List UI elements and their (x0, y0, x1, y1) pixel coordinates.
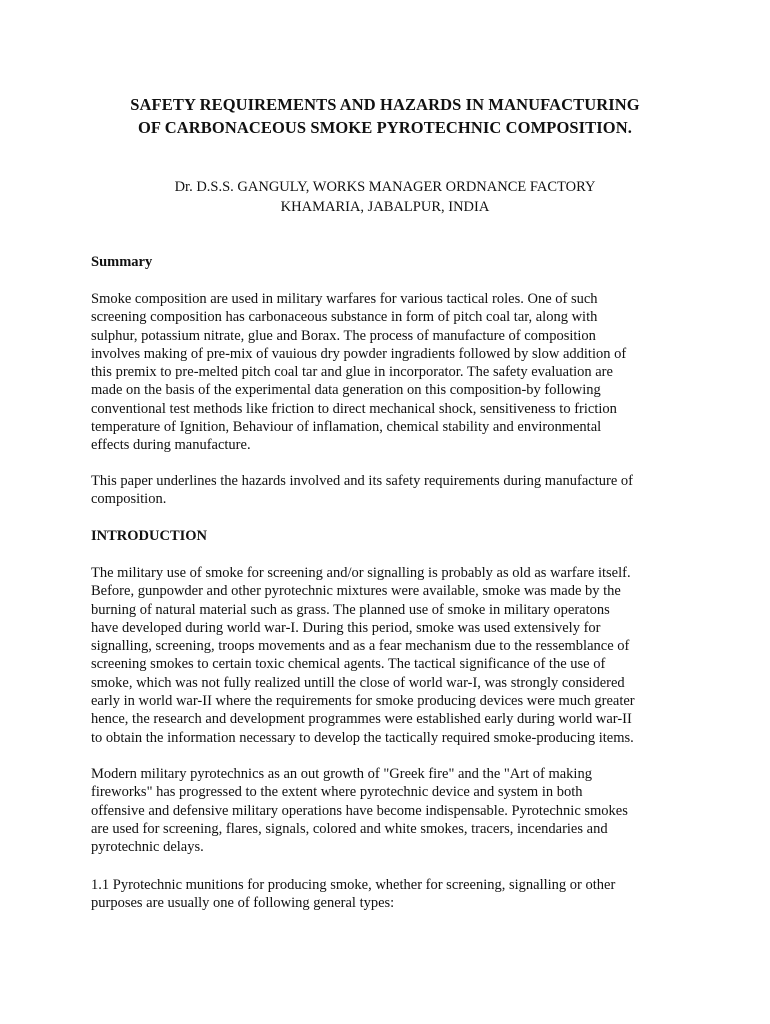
text-line: Smoke composition are used in military warfares for various tactical roles. One of such (91, 291, 598, 307)
paper-title (60, 93, 710, 139)
text-line: fireworks" has progressed to the extent where pyrotechnic device and system in both (91, 784, 583, 801)
text-line: composition. (91, 491, 167, 508)
text-line: made on the basis of the experimental data generation on this composition-by following (91, 382, 601, 399)
text-line: This paper underlines the hazards involved and its safety requirements during manufacture of (91, 473, 633, 489)
text-line: burning of natural material such as grass. The planned use of smoke in military operatons (91, 601, 610, 618)
text-line: 1.1 Pyrotechnic munitions for producing smoke, whether for screening, signalling or other (91, 877, 616, 893)
text-line: screening composition has carbonaceous substance in form of pitch coal tar, along with (91, 309, 598, 326)
text-line: early in world war-II where the requirements for smoke producing devices were much greater (91, 693, 635, 710)
text-line: Modern military pyrotechnics as an out growth of "Greek fire" and the "Art of making (91, 766, 592, 782)
text-line: conventional test methods like friction to direct mechanical shock, sensitiveness to friction (91, 400, 617, 417)
text-line: involves making of pre-mix of vauious dry powder ingradients followed by slow addition of (91, 345, 627, 362)
title-line: SAFETY REQUIREMENTS AND HAZARDS IN MANUFACTURING (130, 95, 640, 114)
text-line: signalling, screening, troops movements and as a fear mechanism due to the ressemblance of (91, 638, 630, 655)
introduction-paragraph-1 (91, 564, 691, 747)
summary-paragraph-2 (91, 472, 691, 509)
text-line: screening smokes to certain toxic chemical agents. The tactical significance of the use of (91, 656, 606, 673)
introduction-heading: INTRODUCTION (91, 528, 208, 544)
text-line: hence, the research and development programmes were established early during world war-II (91, 711, 632, 728)
text-line: The military use of smoke for screening and/or signalling is probably as old as warfare itself. (91, 565, 631, 581)
summary-paragraph-1 (91, 290, 691, 455)
text-line: offensive and defensive military operations have become indispensable. Pyrotechnic smokes (91, 802, 628, 819)
text-line: have developed during world war-I. During this period, smoke was used extensively for (91, 619, 601, 636)
author-line: Dr. D.S.S. GANGULY, WORKS MANAGER ORDNANCE FACTORY (174, 179, 596, 195)
text-line: to obtain the information necessary to develop the tactically required smoke-producing items. (91, 729, 634, 746)
text-line: Before, gunpowder and other pyrotechnic mixtures were available, smoke was made by the (91, 583, 621, 600)
introduction-paragraph-2 (91, 765, 691, 856)
text-line: sulphur, potassium nitrate, glue and Borax. The process of manufacture of composition (91, 327, 596, 344)
text-line: effects during manufacture. (91, 437, 251, 454)
author-line: KHAMARIA, JABALPUR, INDIA (280, 199, 490, 215)
text-line: smoke, which was not fully realized untill the close of world war-I, was strongly considered (91, 674, 625, 691)
text-line: temperature of Ignition, Behaviour of inflamation, chemical stability and environmental (91, 419, 602, 436)
summary-heading: Summary (91, 254, 153, 270)
introduction-paragraph-3 (91, 876, 691, 913)
text-line: this premix to pre-melted pitch coal tar and glue in incorporator. The safety evaluation are (91, 364, 613, 381)
title-line: OF CARBONACEOUS SMOKE PYROTECHNIC COMPOSITION. (138, 118, 632, 137)
author-affiliation (60, 177, 710, 217)
text-line: pyrotechnic delays. (91, 839, 204, 856)
text-line: purposes are usually one of following general types: (91, 895, 395, 912)
text-line: are used for screening, flares, signals, colored and white smokes, tracers, incendaries and (91, 820, 608, 837)
